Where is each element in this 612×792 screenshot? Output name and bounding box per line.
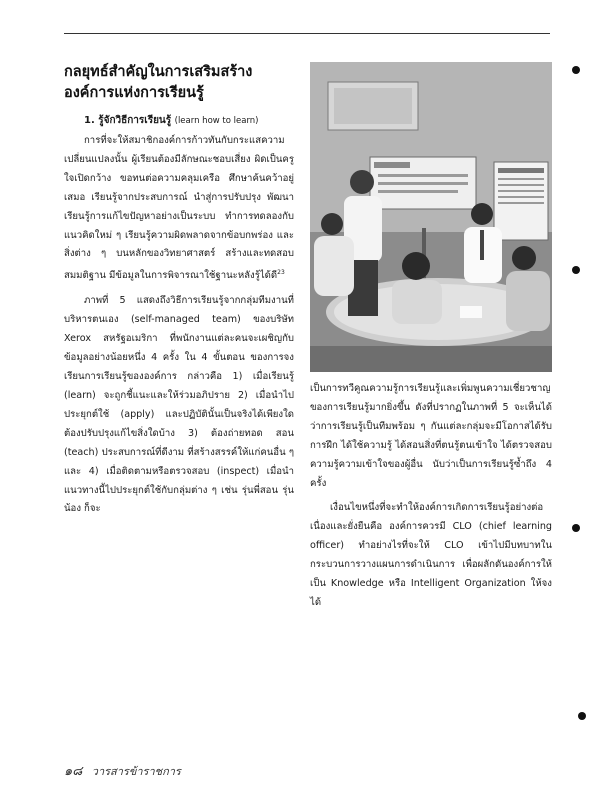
article-heading: กลยุทธ์สำคัญในการเสริมสร้างองค์การแห่งการเรียนรู้ [64, 64, 253, 101]
page-number: ๑๘ [64, 764, 83, 779]
binder-hole-mark [572, 266, 580, 274]
binder-hole-mark [572, 524, 580, 532]
footnote-ref: 23 [277, 269, 285, 277]
binder-hole-mark [578, 712, 586, 720]
paragraph-1 [64, 132, 294, 286]
subheading-thai: 1. รู้จักวิธีการเรียนรู้ [84, 115, 172, 126]
meeting-photo [310, 62, 552, 372]
right-column [310, 380, 552, 613]
paragraph-4: เงื่อนไขหนึ่งที่จะทำให้องค์การเกิดการเรียนรู้อย่างต่อเนื่องและยั่งยืนคือ องค์การควรมี CLO (chief learning officer) ทำอย่างไรที่จะให้ CLO เข้าไปมีบทบาทในกระบวนการวางแผนการดำเนินการ เพื่อผลักดันองค์การให้เป็น Knowledge หรือ Intelligent Organization ให้จงได้ [310, 502, 552, 608]
paragraph-1-text: การที่จะให้สมาชิกองค์การก้าวทันกับกระแสความเปลี่ยนแปลงนั้น ผู้เรียนต้องมีลักษณะชอบเสี่ยง ผิดเป็นครู ใจเปิดกว้าง ขอทนต่อความคลุมเครือ ศึกษาค้นคว้าอยู่เสมอ เรียนรู้จากประสบการณ์ นำสู่การปรับปรุง พัฒนา เรียนรู้การแก้ไขปัญหาอย่างเป็นระบบ ทำการทดลองกับแนวคิดใหม่ ๆ เรียนรู้ความผิดพลาดจากข้อบกพร่อง และสิ่งต่าง ๆ บนหลักของวิทยาศาสตร์ สร้างและทดสอบสมมติฐาน มีข้อมูลในการพิจารณาใช้ฐานะหลังรู้ได้ดี [64, 135, 294, 282]
subheading-english: (learn how to learn) [174, 116, 259, 126]
top-rule [64, 33, 550, 34]
paragraph-2: ภาพที่ 5 แสดงถึงวิธีการเรียนรู้จากกลุ่มทีมงานที่บริหารตนเอง (self-managed team) ของบริษัท Xerox สหรัฐอเมริกา ที่พนักงานแต่ละคนจะเผชิญกับข้อมูลอย่างน้อยหนึ่ง 4 ครั้ง ใน 4 ขั้นตอน ของการจงเรียนการเรียนรู้ขององค์การ กล่าวคือ 1) เมื่อเรียนรู้ (learn) จะถูกชี้แนะและให้ร่วมอภิปราย 2) เมื่อนำไปประยุกต์ใช้ (apply) และปฏิบัตินั้นเป็นจริงได้เพียงใด ต้องปรับปรุงแก้ไขสิ่งใดบ้าง 3) ต้องถ่ายทอด สอน (teach) ประสบการณ์ที่ดีงาม ที่สร้างสรรค์ให้แก่คนอื่น ๆ และ 4) เมื่อติดตามหรือตรวจสอบ (inspect) เมื่อนำแนวทางนี้ไปประยุกต์ใช้กับกลุ่มต่าง ๆ เช่น รุ่นพี่สอน รุ่นน้อง ก็จะ [64, 295, 294, 515]
paragraph-3: เป็นการทวีคูณความรู้การเรียนรู้และเพิ่มพูนความเชี่ยวชาญของการเรียนรู้มากยิ่งขึ้น ดังที่ปรากฏในภาพที่ 5 จะเห็นได้ว่าการเรียนรู้เป็นทีมพร้อม ๆ กันแต่ละกลุ่มจะมีโอกาสได้รับการฝึก ได้ใช้ความรู้ ได้สอนสิ่งที่ตนรู้ตนเข้าใจ ได้ตรวจสอบ ความรู้ความเข้าใจของผู้อื่น นับว่าเป็นการเรียนรู้ซ้ำถึง 4 ครั้ง [310, 383, 552, 489]
meeting-photo-illustration [310, 62, 552, 372]
page-footer [64, 760, 181, 781]
left-column [64, 62, 294, 519]
journal-name: วารสารข้าราชการ [91, 765, 181, 778]
subheading [84, 112, 294, 130]
binder-hole-mark [572, 66, 580, 74]
